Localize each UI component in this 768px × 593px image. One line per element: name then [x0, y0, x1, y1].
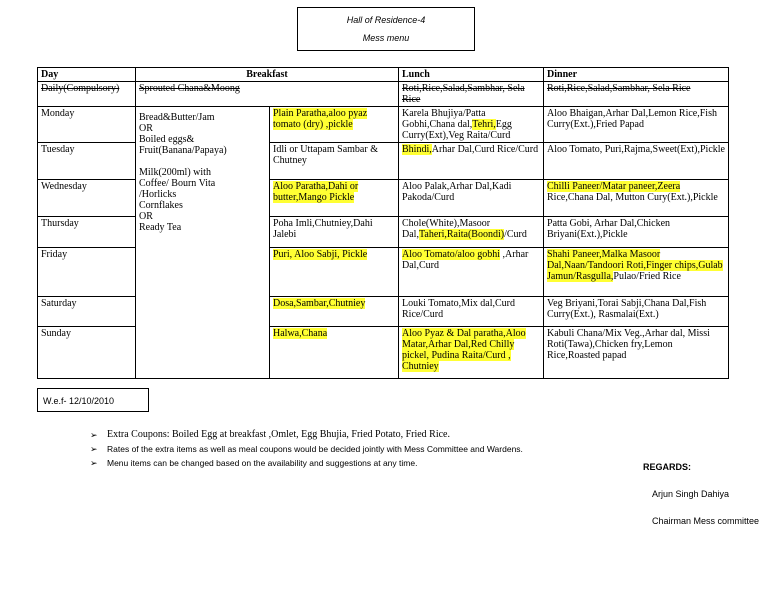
note-text: Menu items can be changed based on the availability and suggestions at any time. — [107, 458, 418, 468]
arrow-bullet-icon: ➢ — [90, 444, 98, 454]
breakfast-friday: Puri, Aloo Sabji, Pickle — [270, 248, 399, 297]
breakfast-daily: Sprouted Chana&Moong — [136, 82, 399, 107]
common-breakfast-line: OR — [139, 123, 153, 134]
title-box — [297, 7, 475, 51]
day-wednesday: Wednesday — [38, 180, 136, 217]
breakfast-sunday: Halwa,Chana — [270, 327, 399, 379]
common-breakfast-line: Bread&Butter/Jam — [139, 112, 215, 123]
dinner-sunday: Kabuli Chana/Mix Veg.,Arhar dal, Missi Roti(Tawa),Chicken fry,Lemon Rice,Roasted papad — [544, 327, 729, 379]
lunch-thursday: Chole(White),Masoor Dal,Taheri,Raita(Boondi)/Curd — [399, 217, 544, 248]
day-tuesday: Tuesday — [38, 143, 136, 180]
lunch-sunday: Aloo Pyaz & Dal paratha,Aloo Matar,Arhar Dal,Red Chilly pickel, Pudina Raita/Curd , Chutniey — [399, 327, 544, 379]
common-breakfast-line: Coffee/ Bourn Vita — [139, 178, 216, 189]
lunch-monday: Karela Bhujiya/Patta Gobhi,Chana dal,Tehri,Egg Curry(Ext),Veg Raita/Curd — [399, 107, 544, 143]
table-row — [38, 107, 729, 143]
header-dinner: Dinner — [544, 68, 729, 82]
dinner-wednesday: Chilli Paneer/Matar paneer,Zeera Rice,Chana Dal, Mutton Cury(Ext.),Pickle — [544, 180, 729, 217]
day-sunday: Sunday — [38, 327, 136, 379]
menu-subtitle: Mess menu — [362, 33, 410, 43]
day-monday: Monday — [38, 107, 136, 143]
lunch-friday: Aloo Tomato/aloo gobhi ,Arhar Dal,Curd — [399, 248, 544, 297]
breakfast-saturday: Dosa,Sambar,Chutniey — [270, 297, 399, 327]
dinner-monday: Aloo Bhaigan,Arhar Dal,Lemon Rice,Fish Curry(Ext.),Fried Papad — [544, 107, 729, 143]
day-daily: Daily(Compulsory) — [38, 82, 136, 107]
day-friday: Friday — [38, 248, 136, 297]
common-breakfast-line: Cornflakes — [139, 200, 183, 211]
common-breakfast-line: /Horlicks — [139, 189, 177, 200]
day-saturday: Saturday — [38, 297, 136, 327]
common-breakfast — [136, 107, 270, 379]
breakfast-monday: Plain Paratha,aloo pyaz tomato (dry) ,pickle — [270, 107, 399, 143]
arrow-bullet-icon: ➢ — [90, 430, 98, 440]
lunch-wednesday: Aloo Palak,Arhar Dal,Kadi Pakoda/Curd — [399, 180, 544, 217]
lunch-daily: Roti,Rice,Salad,Sambhar, Sela Rice — [399, 82, 544, 107]
day-thursday: Thursday — [38, 217, 136, 248]
dinner-saturday: Veg Briyani,Torai Sabji,Chana Dal,Fish Curry(Ext.), Rasmalai(Ext.) — [544, 297, 729, 327]
signatory-title: Chairman Mess committee — [652, 516, 760, 526]
common-breakfast-line: Boiled eggs& — [139, 134, 195, 145]
common-breakfast-line: OR — [139, 211, 153, 222]
dinner-tuesday: Aloo Tomato, Puri,Rajma,Sweet(Ext),Pickle — [544, 143, 729, 180]
dinner-thursday: Patta Gobi, Arhar Dal,Chicken Briyani(Ext.),Pickle — [544, 217, 729, 248]
hall-title: Hall of Residence-4 — [346, 15, 426, 25]
common-breakfast-line: Milk(200ml) with — [139, 167, 211, 178]
note-text: Extra Coupons: Boiled Egg at breakfast ,Omlet, Egg Bhujia, Fried Potato, Fried Rice. — [107, 429, 450, 440]
effective-date-box — [37, 388, 149, 412]
table-header-row — [38, 68, 729, 82]
note-item — [90, 428, 650, 442]
arrow-bullet-icon: ➢ — [90, 458, 98, 468]
common-breakfast-line: Fruit(Banana/Papaya) — [139, 145, 227, 156]
note-item — [90, 442, 650, 456]
common-breakfast-line: Ready Tea — [139, 222, 182, 233]
lunch-tuesday: Bhindi,Arhar Dal,Curd Rice/Curd — [399, 143, 544, 180]
dinner-friday: Shahi Paneer,Malka Masoor Dal,Naan/Tandoori Roti,Finger chips,Gulab Jamun/Rasgulla,Pulao/Fried Rice — [544, 248, 729, 297]
breakfast-tuesday: Idli or Uttapam Sambar & Chutney — [270, 143, 399, 180]
breakfast-wednesday: Aloo Paratha,Dahi or butter,Mango Pickle — [270, 180, 399, 217]
note-item — [90, 456, 650, 470]
header-day: Day — [38, 68, 136, 82]
breakfast-thursday: Poha Imli,Chutniey,Dahi Jalebi — [270, 217, 399, 248]
dinner-daily: Roti,Rice,Salad,Sambhar, Sela Rice — [544, 82, 729, 107]
note-text: Rates of the extra items as well as meal coupons would be decided jointly with Mess Committee and Wardens. — [107, 444, 523, 454]
table-row-daily — [38, 82, 729, 107]
effective-date: W.e.f- 12/10/2010 — [43, 396, 115, 406]
lunch-saturday: Louki Tomato,Mix dal,Curd Rice/Curd — [399, 297, 544, 327]
header-lunch: Lunch — [399, 68, 544, 82]
header-breakfast: Breakfast — [136, 68, 399, 82]
signatory-name: Arjun Singh Dahiya — [652, 489, 730, 499]
notes-list — [90, 428, 650, 470]
mess-menu-table — [37, 67, 729, 379]
regards-label: REGARDS: — [643, 462, 692, 472]
